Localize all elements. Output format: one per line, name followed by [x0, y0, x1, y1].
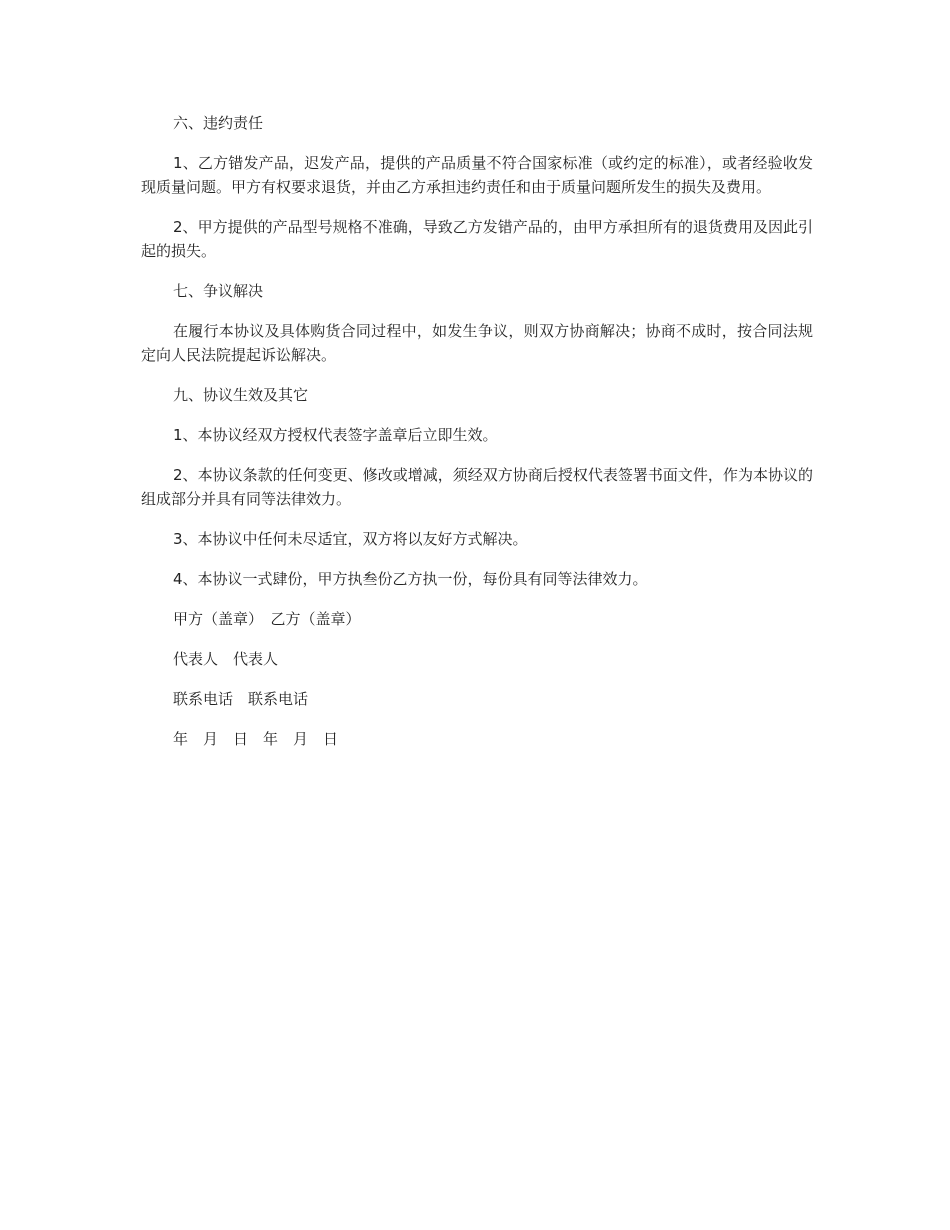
signature-line-date: 年 月 日 年 月 日: [173, 730, 339, 748]
paragraph-breach-clause-2: 2、甲方提供的产品型号规格不准确，导致乙方发错产品的，由甲方承担所有的退货费用及因此引起的损失。: [141, 218, 813, 260]
signature-line-phone: 联系电话 联系电话: [173, 690, 309, 708]
signature-line-seal: 甲方（盖章） 乙方（盖章）: [173, 610, 361, 628]
paragraph-breach-clause-1: 1、乙方错发产品，迟发产品，提供的产品质量不符合国家标准（或约定的标准），或者经验收发现质量问题。甲方有权要求退货，并由乙方承担违约责任和由于质量问题所发生的损失及费用。: [141, 154, 813, 196]
signature-line-representative: 代表人 代表人: [173, 650, 279, 668]
section-heading-dispute-resolution: 七、争议解决: [173, 282, 264, 300]
paragraph-effectiveness-clause-2: 2、本协议条款的任何变更、修改或增减，须经双方协商后授权代表签署书面文件，作为本协议的组成部分并具有同等法律效力。: [141, 466, 813, 508]
paragraph-effectiveness-clause-3: 3、本协议中任何未尽适宜，双方将以友好方式解决。: [173, 530, 528, 548]
paragraph-effectiveness-clause-1: 1、本协议经双方授权代表签字盖章后立即生效。: [173, 426, 498, 444]
document-body: [141, 111, 813, 767]
paragraph-dispute-clause: 在履行本协议及具体购货合同过程中，如发生争议，则双方协商解决；协商不成时，按合同法规定向人民法院提起诉讼解决。: [141, 322, 813, 364]
paragraph-effectiveness-clause-4: 4、本协议一式肆份，甲方执叁份乙方执一份，每份具有同等法律效力。: [173, 570, 648, 588]
section-heading-effectiveness: 九、协议生效及其它: [173, 386, 309, 404]
section-heading-breach-liability: 六、违约责任: [173, 114, 264, 132]
